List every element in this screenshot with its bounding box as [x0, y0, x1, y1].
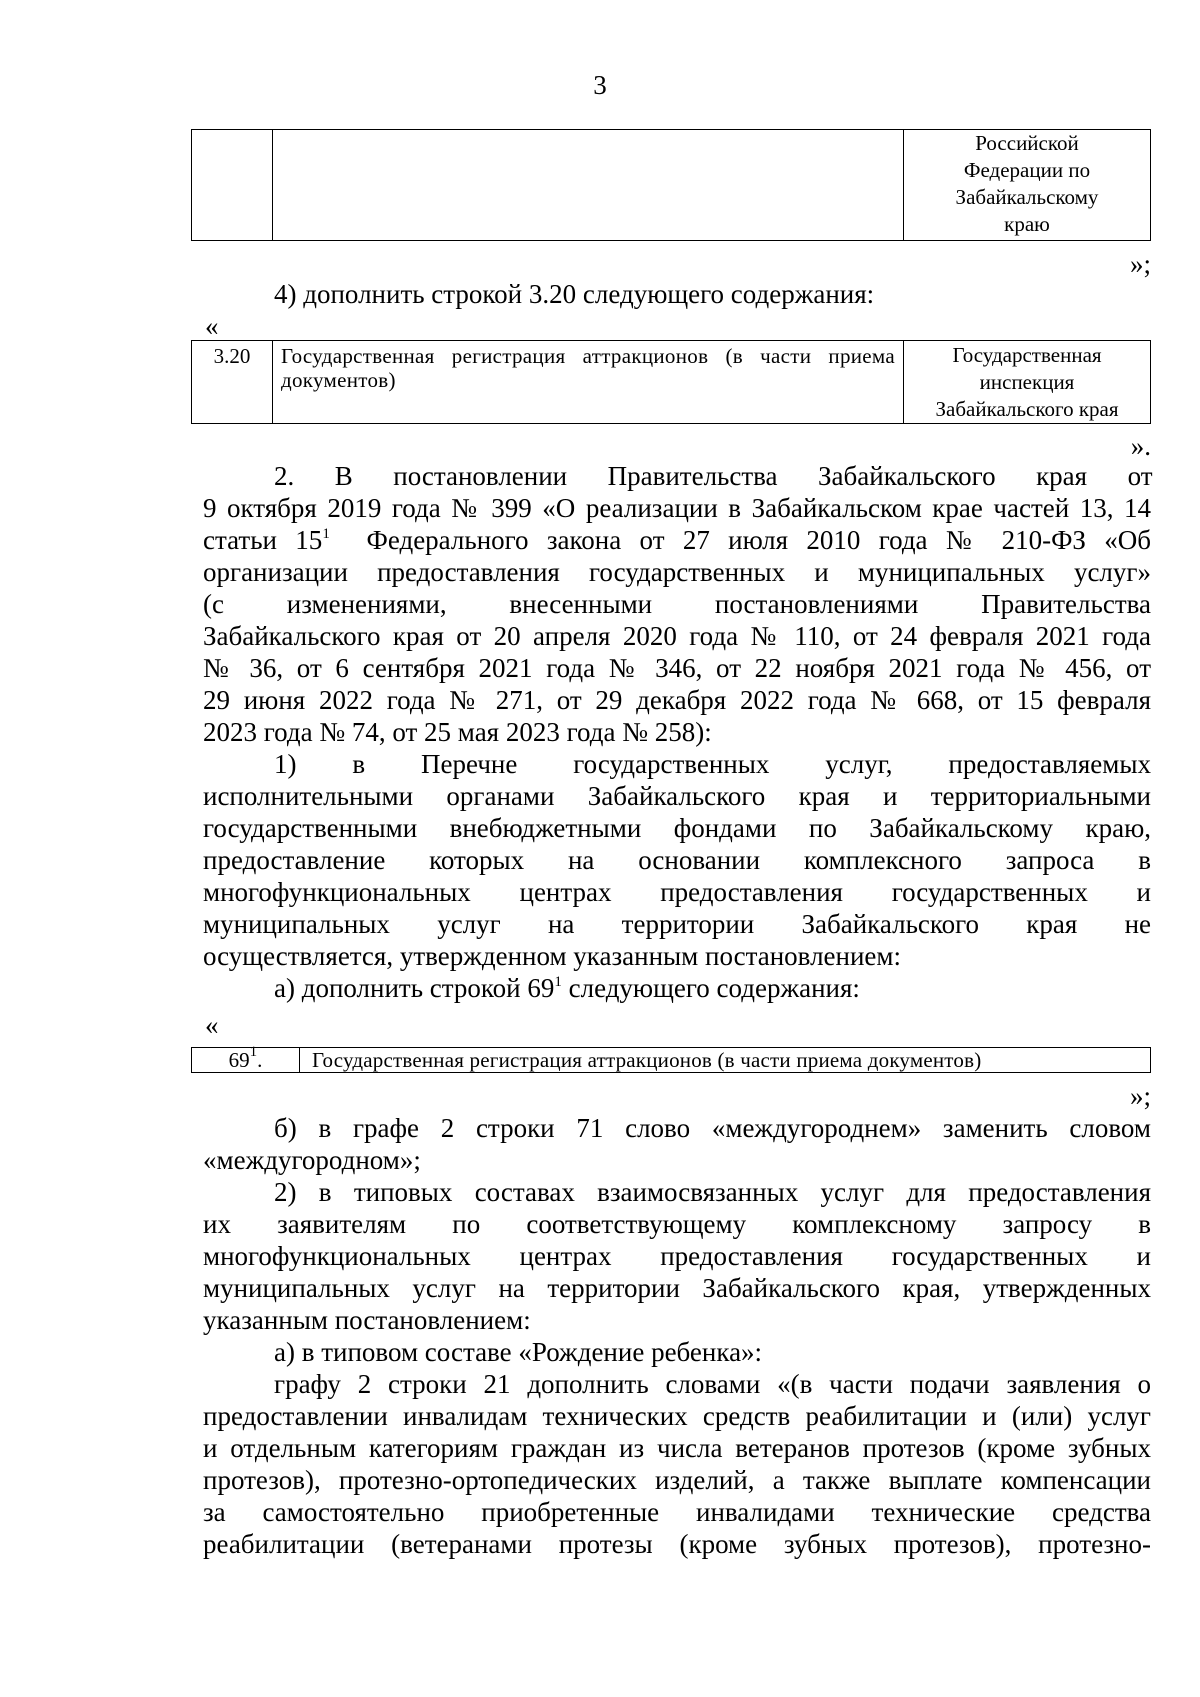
paragraph-line	[203, 524, 1151, 556]
cell-line: краю	[1004, 212, 1050, 236]
paragraph-line: 1) в Перечне государственных услуг, предоставляемых	[274, 749, 1151, 779]
paragraph-line: многофункциональных центрах предоставления государственных и	[203, 1241, 1151, 1271]
paragraph-line: реабилитации (ветеранами протезы (кроме зубных протезов), протезно-	[203, 1529, 1151, 1559]
row-number-text: 69	[228, 1048, 250, 1072]
cell-line: Российской	[975, 131, 1079, 155]
paragraph-line: муниципальных услуг на территории Забайкальского края не	[203, 909, 1151, 939]
item-a-line: а) в типовом составе «Рождение ребенка»:	[274, 1337, 763, 1367]
paragraph-line: № 36, от 6 сентября 2021 года № 346, от 22 ноября 2021 года № 456, от	[203, 653, 1151, 683]
item-4: 4) дополнить строкой 3.20 следующего содержания:	[274, 279, 875, 309]
paragraph-line: 29 июня 2022 года № 271, от 29 декабря 2022 года № 668, от 15 февраля	[203, 685, 1151, 715]
paragraph-line: исполнительными органами Забайкальского края и территориальными	[203, 781, 1151, 811]
opening-quote: «	[205, 1010, 219, 1040]
paragraph-line: графу 2 строки 21 дополнить словами «(в части подачи заявления о	[274, 1369, 1151, 1399]
paragraph-line: 2) в типовых составах взаимосвязанных услуг для предоставления	[274, 1177, 1151, 1207]
paragraph-line: предоставление которых на основании комплексного запроса в	[203, 845, 1151, 875]
service-name: Государственная регистрация аттракционов (в части приема документов)	[273, 341, 904, 424]
item-a-text: а) дополнить строкой 69	[274, 973, 555, 1003]
paragraph-line: государственными внебюджетными фондами по Забайкальскому краю,	[203, 813, 1151, 843]
table-cell-empty	[192, 130, 273, 241]
paragraph-line: за самостоятельно приобретенные инвалидами технические средства	[203, 1497, 1151, 1527]
closing-quote: ».	[1130, 431, 1151, 461]
table-cell-authority	[904, 130, 1151, 241]
paragraph-line: и отдельным категориям граждан из числа ветеранов протезов (кроме зубных	[203, 1433, 1151, 1463]
opening-quote: «	[205, 311, 219, 341]
row-number	[192, 1044, 300, 1073]
cell-line: Государственная	[952, 343, 1102, 367]
closing-quote: »;	[1129, 249, 1151, 279]
superscript: 1	[554, 974, 562, 990]
paragraph-line: Забайкальского края от 20 апреля 2020 года № 110, от 24 февраля 2021 года	[203, 621, 1151, 651]
paragraph-line: осуществляется, утвержденном указанным постановлением:	[203, 941, 902, 971]
row-number-suffix: .	[257, 1048, 263, 1072]
cell-line: Забайкальскому	[955, 185, 1099, 209]
superscript: 1	[322, 526, 330, 542]
paragraph-line: организации предоставления государственных и муниципальных услуг»	[203, 557, 1151, 587]
cell-line: инспекция	[979, 370, 1075, 394]
paragraph-line: многофункциональных центрах предоставления государственных и	[203, 877, 1151, 907]
page-number: 3	[593, 70, 607, 100]
paragraph-line: протезов), протезно-ортопедических изделий, а также выплате компенсации	[203, 1465, 1151, 1495]
paragraph-line: 9 октября 2019 года № 399 «О реализации в Забайкальском крае частей 13, 14	[203, 493, 1151, 523]
item-a-line	[203, 972, 1151, 1004]
paragraph-line: их заявителям по соответствующему комплексному запросу в	[203, 1209, 1151, 1239]
service-name: Государственная регистрация аттракционов (в части приема документов)	[300, 1048, 1151, 1073]
paragraph-line: б) в графе 2 строки 71 слово «междугороднем» заменить словом	[274, 1113, 1151, 1143]
statya-prefix: статьи 15	[203, 525, 323, 555]
paragraph-line: 2. В постановлении Правительства Забайкальского края от	[274, 461, 1153, 491]
paragraph-text: Федерального закона от 27 июля 2010 года № 210-ФЗ «Об	[366, 525, 1152, 555]
closing-quote: »;	[1129, 1081, 1151, 1111]
table-cell-empty	[273, 130, 904, 241]
paragraph-line: (с изменениями, внесенными постановлениями Правительства	[203, 589, 1151, 619]
row-69-1-table	[191, 1044, 1151, 1073]
paragraph-line: указанным постановлением:	[203, 1305, 531, 1335]
paragraph-line: «междугородном»;	[203, 1145, 421, 1175]
continuation-table	[191, 129, 1151, 241]
cell-line: Забайкальского края	[935, 397, 1119, 421]
paragraph-line: предоставлении инвалидам технических средств реабилитации и (или) услуг	[203, 1401, 1151, 1431]
cell-line: Федерации по	[963, 158, 1091, 182]
paragraph-line: муниципальных услуг на территории Забайкальского края, утвержденных	[203, 1273, 1151, 1303]
paragraph-line: 2023 года № 74, от 25 мая 2023 года № 258):	[203, 717, 712, 747]
item-a-text: следующего содержания:	[561, 973, 860, 1003]
authority-name	[904, 341, 1151, 424]
row-3-20-table	[191, 340, 1151, 424]
superscript: 1	[249, 1044, 258, 1060]
row-number: 3.20	[192, 341, 273, 424]
